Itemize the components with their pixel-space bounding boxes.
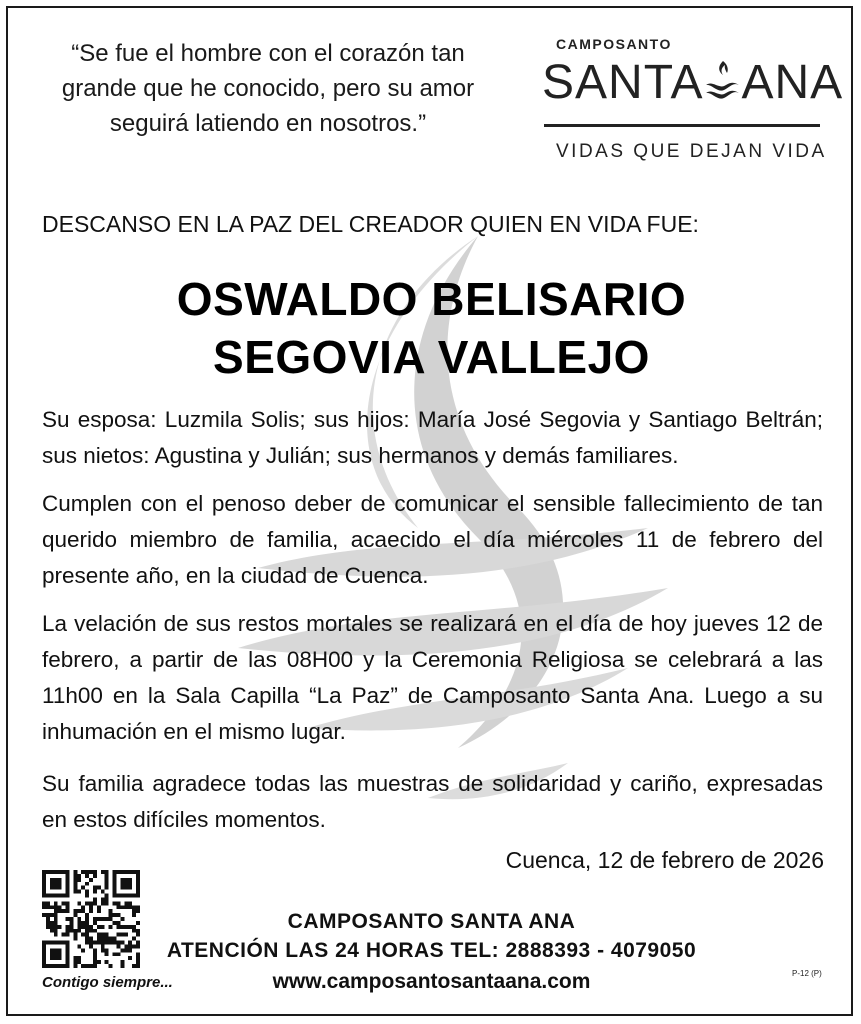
ad-code: P-12 (P) [792, 969, 822, 978]
footer-website-link[interactable]: www.camposantosantaana.com [272, 970, 591, 993]
obituary-notice [6, 6, 853, 1016]
logo-tagline: VIDAS QUE DEJAN VIDA [556, 141, 827, 162]
logo-main-text [542, 55, 843, 110]
deceased-name-line-1: OSWALDO BELISARIO [176, 273, 687, 325]
logo-main-right: ANA [741, 56, 844, 109]
logo-top-text: CAMPOSANTO [556, 36, 672, 52]
family-paragraph: Su esposa: Luzmila Solis; sus hijos: María José Segovia y Santiago Beltrán; sus nietos: Agustina y Julián; sus hermanos y demás familiares. [42, 407, 823, 468]
slogan: Contigo siempre... [42, 974, 173, 991]
camposanto-logo [534, 30, 844, 170]
footer-phone: ATENCIÓN LAS 24 HORAS TEL: 2888393 - 4079050 [166, 939, 697, 962]
place-date: Cuenca, 12 de febrero de 2026 [505, 847, 824, 873]
deceased-name-line-2: SEGOVIA VALLEJO [213, 331, 650, 383]
epigraph-quote: “Se fue el hombre con el corazón tan grande que he conocido, pero su amor seguirá latiendo en nosotros.” [61, 40, 475, 137]
logo-main-left: SANTA [542, 56, 704, 109]
announcement-paragraph: Cumplen con el penoso deber de comunicar el sensible fallecimiento de tan querido miembro de familia, acaecido el día miércoles 11 de febrero del presente año, en la ciudad de Cuenca. [42, 491, 823, 588]
deceased-name [8, 270, 853, 386]
intro-heading: DESCANSO EN LA PAZ DEL CREADOR QUIEN EN VIDA FUE: [42, 211, 699, 237]
ceremony-paragraph: La velación de sus restos mortales se realizará en el día de hoy jueves 12 de febrero, a partir de las 08H00 y la Ceremonia Religiosa se celebrará a las 11h00 en la Sala Capilla “La Paz” de Camposanto Santa Ana. Luego a su inhumación en el mismo lugar. [42, 611, 823, 744]
footer-company: CAMPOSANTO SANTA ANA [287, 910, 576, 933]
logo-divider [544, 124, 820, 127]
gratitude-paragraph: Su familia agradece todas las muestras de solidaridad y cariño, expresadas en estos difíciles momentos. [42, 771, 823, 832]
flame-waves-icon [703, 59, 741, 107]
